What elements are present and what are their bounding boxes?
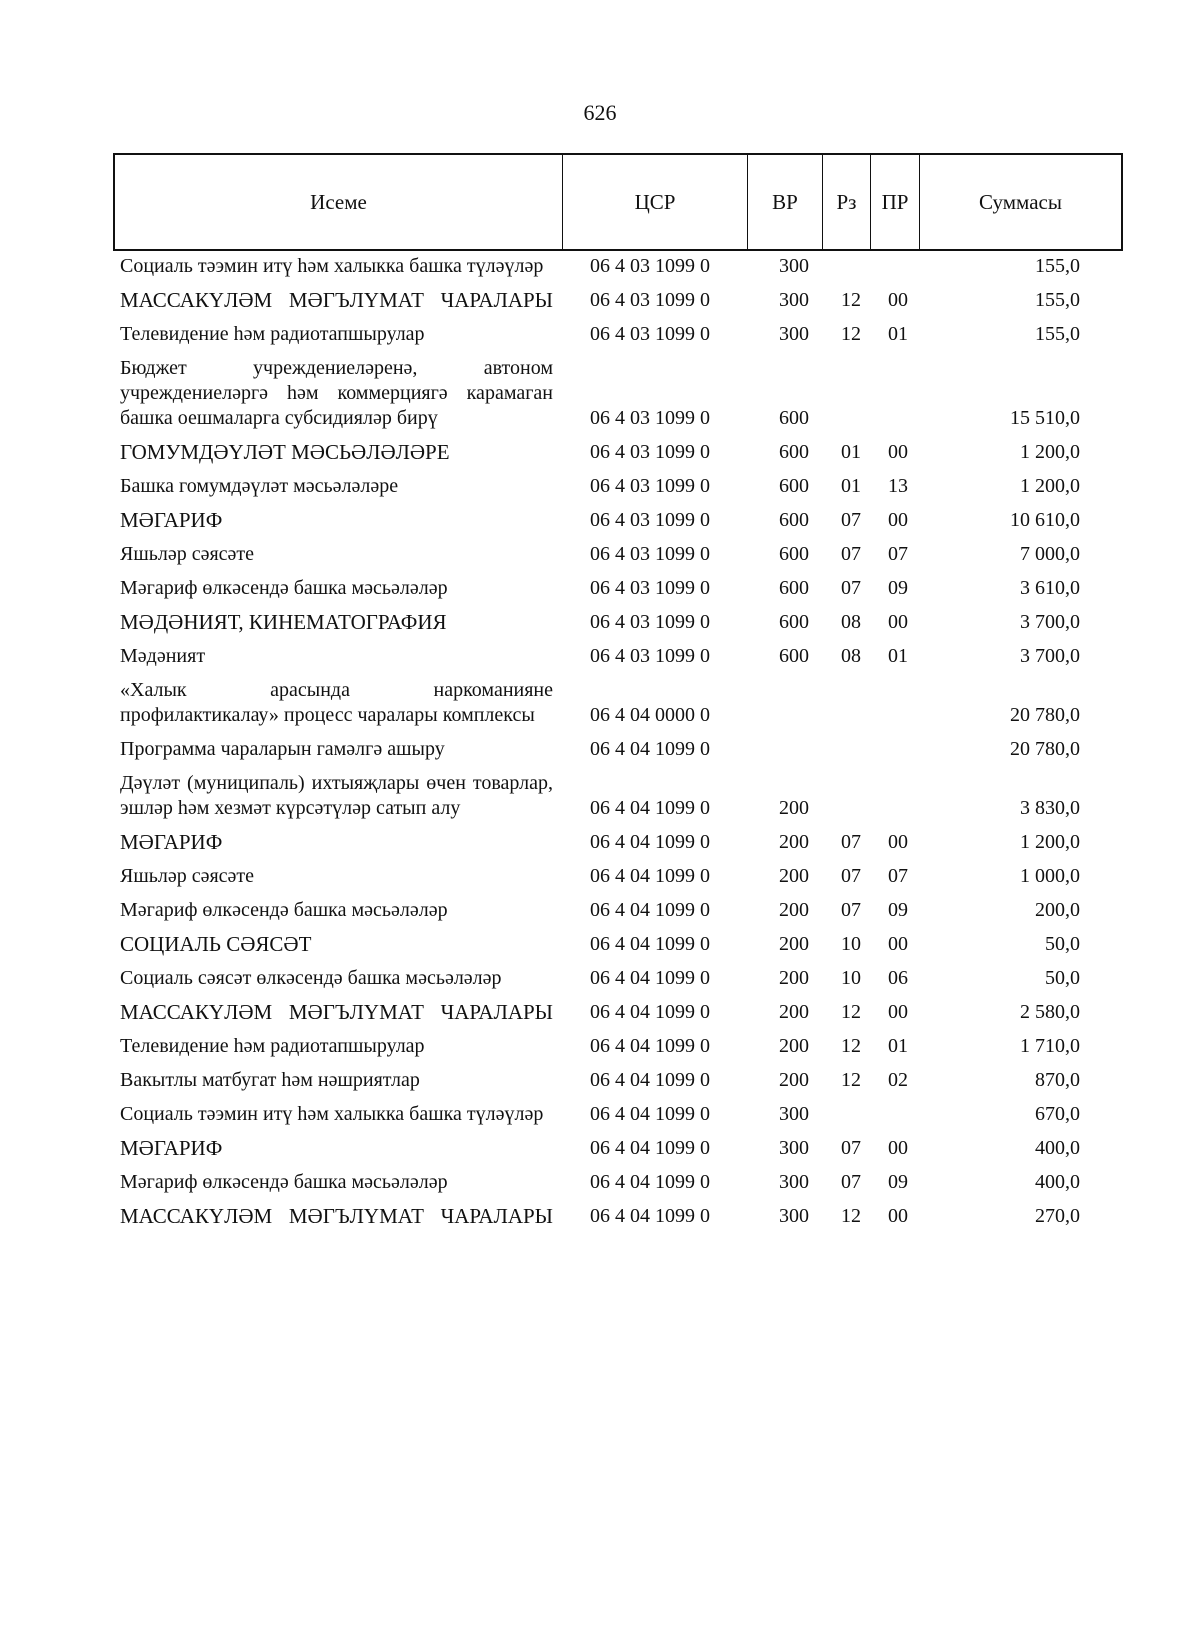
- row-sum: 400,0: [1035, 1171, 1080, 1193]
- table-header: [113, 153, 1123, 251]
- row-vr: 600: [779, 611, 809, 633]
- table-row: [120, 542, 1120, 567]
- row-sum: 155,0: [1035, 289, 1080, 311]
- row-csr: 06 4 04 1099 0: [590, 1035, 710, 1057]
- row-rz: 07: [841, 509, 861, 531]
- table-row: [120, 356, 1120, 431]
- row-csr: 06 4 04 1099 0: [590, 1137, 710, 1159]
- row-values: [120, 406, 1120, 431]
- row-name: СОЦИАЛЬ СӘЯСӘТ: [120, 932, 312, 956]
- row-rz: 08: [841, 645, 861, 667]
- row-csr: 06 4 03 1099 0: [590, 407, 710, 429]
- row-values: [120, 830, 1120, 855]
- row-values: [120, 1204, 1120, 1229]
- row-sum: 270,0: [1035, 1205, 1080, 1227]
- row-pr: 00: [888, 1137, 908, 1159]
- table-row: [120, 966, 1120, 991]
- row-name: Социаль тәэмин итү һәм халыкка башка түләүләр: [120, 1103, 544, 1125]
- row-pr: 09: [888, 899, 908, 921]
- row-vr: 200: [779, 967, 809, 989]
- row-vr: 200: [779, 797, 809, 819]
- row-vr: 300: [779, 289, 809, 311]
- row-values: [120, 898, 1120, 923]
- header-sum: Суммасы: [919, 155, 1121, 249]
- row-vr: 200: [779, 1069, 809, 1091]
- row-vr: 300: [779, 1171, 809, 1193]
- row-rz: 07: [841, 899, 861, 921]
- row-name: Социаль сәясәт өлкәсендә башка мәсьәләләр: [120, 967, 502, 989]
- row-csr: 06 4 03 1099 0: [590, 543, 710, 565]
- row-values: [120, 703, 1120, 728]
- row-name: МӘГАРИФ: [120, 1136, 223, 1160]
- row-values: [120, 610, 1120, 635]
- row-sum: 200,0: [1035, 899, 1080, 921]
- row-csr: 06 4 04 1099 0: [590, 1001, 710, 1023]
- row-csr: 06 4 04 1099 0: [590, 1171, 710, 1193]
- row-pr: 00: [888, 289, 908, 311]
- row-sum: 3 700,0: [1020, 645, 1080, 667]
- row-pr: 00: [888, 611, 908, 633]
- table-row: [120, 440, 1120, 465]
- row-name: Мәдәният: [120, 645, 206, 667]
- row-vr: 600: [779, 577, 809, 599]
- row-name: МАССАКҮЛӘМ МӘГЪЛҮМАТ ЧАРАЛАРЫ: [120, 288, 553, 312]
- table-row: [120, 1204, 1120, 1229]
- row-csr: 06 4 04 1099 0: [590, 738, 710, 760]
- table-row: [120, 1102, 1120, 1127]
- row-values: [120, 1136, 1120, 1161]
- header-rz: Рз: [822, 155, 870, 249]
- row-rz: 07: [841, 865, 861, 887]
- table-body: [120, 254, 1120, 1238]
- row-rz: 12: [841, 289, 861, 311]
- row-vr: 600: [779, 441, 809, 463]
- row-vr: 300: [779, 1137, 809, 1159]
- row-rz: 01: [841, 441, 861, 463]
- row-rz: 07: [841, 1137, 861, 1159]
- row-csr: 06 4 04 1099 0: [590, 831, 710, 853]
- row-name: ГОМУМДӘҮЛӘТ МӘСЬӘЛӘЛӘРЕ: [120, 440, 450, 464]
- row-vr: 200: [779, 1035, 809, 1057]
- row-csr: 06 4 04 1099 0: [590, 1103, 710, 1125]
- row-pr: 01: [888, 1035, 908, 1057]
- row-vr: 600: [779, 407, 809, 429]
- row-values: [120, 1000, 1120, 1025]
- page-number: 626: [583, 100, 617, 125]
- table-row: [120, 830, 1120, 855]
- row-sum: 50,0: [1045, 967, 1080, 989]
- row-csr: 06 4 03 1099 0: [590, 323, 710, 345]
- table-row: [120, 1034, 1120, 1059]
- row-pr: 09: [888, 577, 908, 599]
- row-csr: 06 4 03 1099 0: [590, 611, 710, 633]
- row-vr: 200: [779, 933, 809, 955]
- row-name: МӘДӘНИЯТ, КИНЕМАТОГРАФИЯ: [120, 610, 447, 634]
- row-vr: 600: [779, 645, 809, 667]
- row-csr: 06 4 04 1099 0: [590, 933, 710, 955]
- row-name: Телевидение һәм радиотапшырулар: [120, 323, 425, 345]
- table-row: [120, 288, 1120, 313]
- row-name: Мәгариф өлкәсендә башка мәсьәләләр: [120, 1171, 448, 1193]
- row-name: Дәүләт (муниципаль) ихтыяҗлары өчен товарлар, эшләр һәм хезмәт күрсәтүләр сатып алу: [120, 772, 553, 819]
- row-values: [120, 864, 1120, 889]
- row-pr: 01: [888, 645, 908, 667]
- row-sum: 1 200,0: [1020, 441, 1080, 463]
- row-pr: 02: [888, 1069, 908, 1091]
- row-rz: 10: [841, 967, 861, 989]
- table-row: [120, 254, 1120, 279]
- row-name: Бюджет учреждениеләренә, автоном учреждениеләргә һәм коммерциягә карамаган башка оешмаларга субсидияләр бирү: [120, 357, 553, 429]
- row-sum: 10 610,0: [1010, 509, 1080, 531]
- row-rz: 12: [841, 323, 861, 345]
- table-row: [120, 508, 1120, 533]
- table-row: [120, 678, 1120, 728]
- row-csr: 06 4 04 1099 0: [590, 967, 710, 989]
- row-values: [120, 1068, 1120, 1093]
- row-values: [120, 966, 1120, 991]
- row-sum: 7 000,0: [1020, 543, 1080, 565]
- row-rz: 07: [841, 831, 861, 853]
- row-sum: 3 830,0: [1020, 797, 1080, 819]
- row-values: [120, 1102, 1120, 1127]
- row-csr: 06 4 04 1099 0: [590, 1069, 710, 1091]
- row-name: МӘГАРИФ: [120, 508, 223, 532]
- row-sum: 20 780,0: [1010, 738, 1080, 760]
- row-vr: 200: [779, 865, 809, 887]
- row-values: [120, 542, 1120, 567]
- row-sum: 155,0: [1035, 255, 1080, 277]
- row-sum: 3 700,0: [1020, 611, 1080, 633]
- row-csr: 06 4 04 0000 0: [590, 704, 710, 726]
- header-name: Исеме: [310, 189, 367, 214]
- header-vr: ВР: [747, 155, 822, 249]
- row-pr: 00: [888, 1205, 908, 1227]
- row-values: [120, 322, 1120, 347]
- row-values: [120, 644, 1120, 669]
- row-csr: 06 4 04 1099 0: [590, 797, 710, 819]
- row-vr: 300: [779, 323, 809, 345]
- row-values: [120, 737, 1120, 762]
- table-row: [120, 610, 1120, 635]
- row-rz: 08: [841, 611, 861, 633]
- row-values: [120, 474, 1120, 499]
- row-csr: 06 4 03 1099 0: [590, 577, 710, 599]
- row-sum: 2 580,0: [1020, 1001, 1080, 1023]
- row-rz: 12: [841, 1205, 861, 1227]
- row-vr: 200: [779, 831, 809, 853]
- row-sum: 1 200,0: [1020, 475, 1080, 497]
- row-csr: 06 4 04 1099 0: [590, 899, 710, 921]
- row-name: Мәгариф өлкәсендә башка мәсьәләләр: [120, 899, 448, 921]
- row-csr: 06 4 03 1099 0: [590, 475, 710, 497]
- row-pr: 00: [888, 1001, 908, 1023]
- row-rz: 07: [841, 1171, 861, 1193]
- row-vr: 300: [779, 1205, 809, 1227]
- row-sum: 20 780,0: [1010, 704, 1080, 726]
- row-vr: 200: [779, 899, 809, 921]
- row-name: МАССАКҮЛӘМ МӘГЪЛҮМАТ ЧАРАЛАРЫ: [120, 1204, 553, 1228]
- row-rz: 07: [841, 577, 861, 599]
- row-values: [120, 288, 1120, 313]
- row-sum: 3 610,0: [1020, 577, 1080, 599]
- header-pr: ПР: [870, 155, 919, 249]
- row-vr: 600: [779, 475, 809, 497]
- row-pr: 07: [888, 543, 908, 565]
- row-sum: 400,0: [1035, 1137, 1080, 1159]
- table-row: [120, 1136, 1120, 1161]
- row-vr: 200: [779, 1001, 809, 1023]
- row-csr: 06 4 03 1099 0: [590, 255, 710, 277]
- row-csr: 06 4 03 1099 0: [590, 645, 710, 667]
- row-pr: 00: [888, 933, 908, 955]
- row-name: МАССАКҮЛӘМ МӘГЪЛҮМАТ ЧАРАЛАРЫ: [120, 1000, 553, 1024]
- row-name: «Халык арасында наркоманияне профилактикалау» процесс чаралары комплексы: [120, 679, 553, 726]
- row-values: [120, 508, 1120, 533]
- row-name: Программа чараларын гамәлгә ашыру: [120, 738, 445, 760]
- row-values: [120, 254, 1120, 279]
- table-row: [120, 1000, 1120, 1025]
- row-vr: 600: [779, 543, 809, 565]
- row-csr: 06 4 03 1099 0: [590, 509, 710, 531]
- table-row: [120, 737, 1120, 762]
- row-name: Социаль тәэмин итү һәм халыкка башка түләүләр: [120, 255, 544, 277]
- row-pr: 07: [888, 865, 908, 887]
- row-rz: 12: [841, 1035, 861, 1057]
- table-row: [120, 576, 1120, 601]
- row-rz: 12: [841, 1001, 861, 1023]
- table-row: [120, 1068, 1120, 1093]
- row-vr: 300: [779, 1103, 809, 1125]
- row-name: МӘГАРИФ: [120, 830, 223, 854]
- row-rz: 07: [841, 543, 861, 565]
- row-pr: 00: [888, 831, 908, 853]
- row-sum: 1 000,0: [1020, 865, 1080, 887]
- table-row: [120, 644, 1120, 669]
- row-csr: 06 4 04 1099 0: [590, 1205, 710, 1227]
- row-pr: 09: [888, 1171, 908, 1193]
- table-row: [120, 474, 1120, 499]
- row-sum: 1 710,0: [1020, 1035, 1080, 1057]
- row-csr: 06 4 03 1099 0: [590, 441, 710, 463]
- row-sum: 1 200,0: [1020, 831, 1080, 853]
- table-row: [120, 322, 1120, 347]
- row-rz: 12: [841, 1069, 861, 1091]
- row-name: Башка гомумдәүләт мәсьәләләре: [120, 475, 399, 497]
- row-values: [120, 796, 1120, 821]
- row-values: [120, 932, 1120, 957]
- row-vr: 300: [779, 255, 809, 277]
- row-rz: 10: [841, 933, 861, 955]
- row-vr: 600: [779, 509, 809, 531]
- row-values: [120, 576, 1120, 601]
- row-sum: 870,0: [1035, 1069, 1080, 1091]
- row-rz: 01: [841, 475, 861, 497]
- row-values: [120, 1034, 1120, 1059]
- row-sum: 50,0: [1045, 933, 1080, 955]
- row-name: Телевидение һәм радиотапшырулар: [120, 1035, 425, 1057]
- row-name: Вакытлы матбугат һәм нәшриятлар: [120, 1069, 420, 1091]
- row-sum: 15 510,0: [1010, 407, 1080, 429]
- header-csr: ЦСР: [562, 155, 747, 249]
- row-name: Яшьләр сәясәте: [120, 865, 255, 887]
- table-row: [120, 1170, 1120, 1195]
- row-csr: 06 4 04 1099 0: [590, 865, 710, 887]
- row-values: [120, 1170, 1120, 1195]
- row-pr: 00: [888, 441, 908, 463]
- row-values: [120, 440, 1120, 465]
- row-pr: 01: [888, 323, 908, 345]
- row-csr: 06 4 03 1099 0: [590, 289, 710, 311]
- row-pr: 00: [888, 509, 908, 531]
- row-pr: 13: [888, 475, 908, 497]
- table-row: [120, 864, 1120, 889]
- table-row: [120, 771, 1120, 821]
- table-row: [120, 932, 1120, 957]
- row-name: Яшьләр сәясәте: [120, 543, 255, 565]
- row-sum: 155,0: [1035, 323, 1080, 345]
- row-sum: 670,0: [1035, 1103, 1080, 1125]
- row-pr: 06: [888, 967, 908, 989]
- row-name: Мәгариф өлкәсендә башка мәсьәләләр: [120, 577, 448, 599]
- table-row: [120, 898, 1120, 923]
